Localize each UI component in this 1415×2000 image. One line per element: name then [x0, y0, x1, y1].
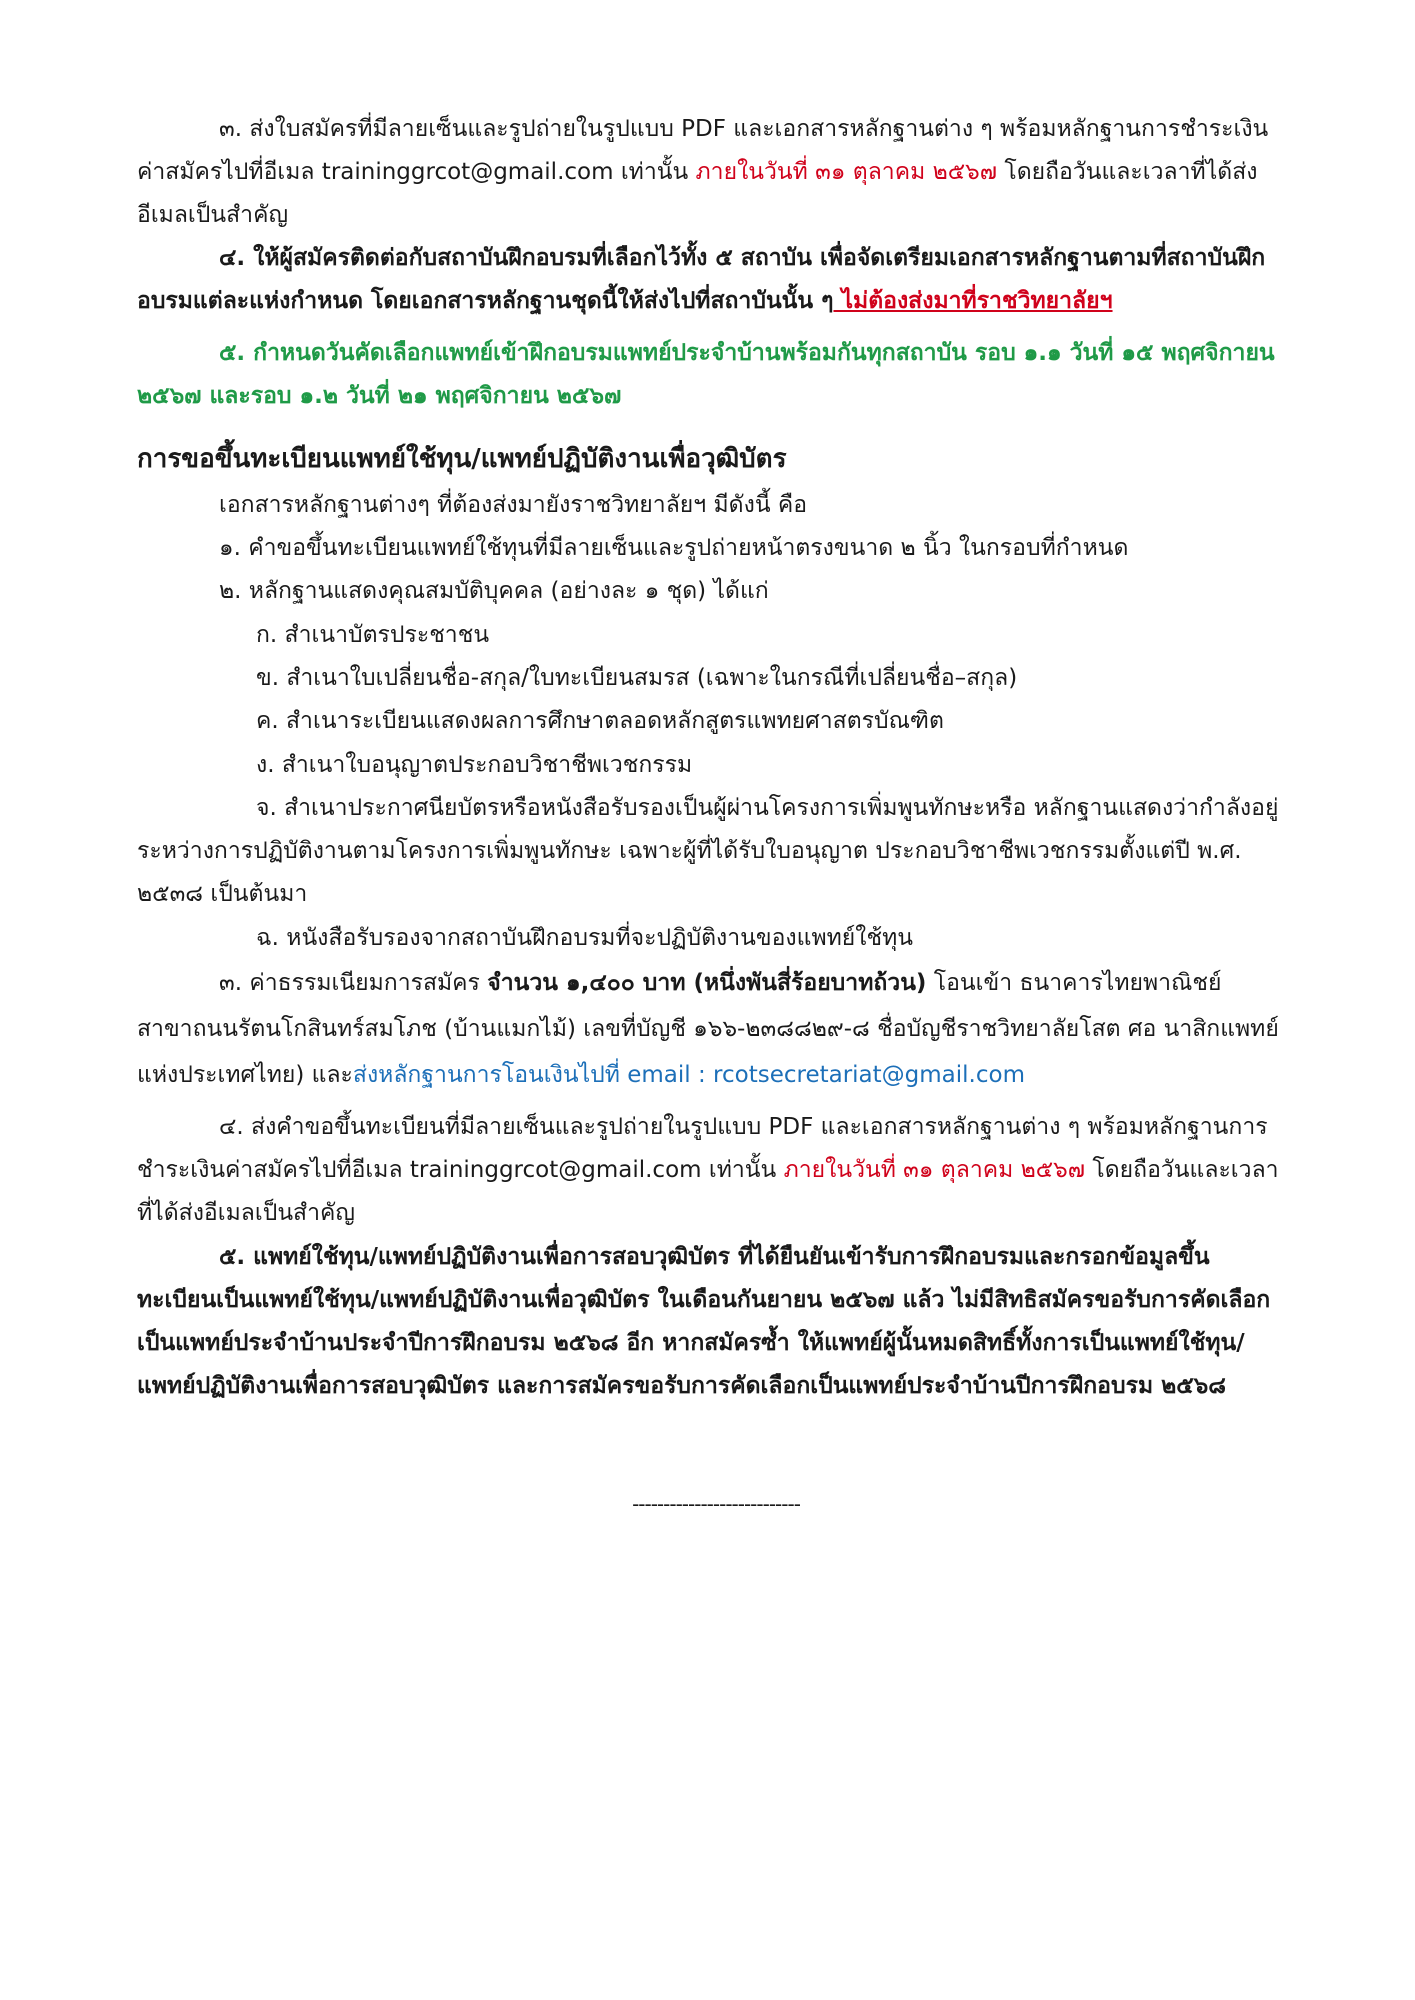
item5-text: ๕. กำหนดวันคัดเลือกแพทย์เข้าฝึกอบรมแพทย์ประจำบ้านพร้อมกันทุกสถาบัน รอบ ๑.๑ วันที่ ๑๕ พฤศจิกายน ๒๕๖๗ และรอบ ๑.๒ วันที่ ๒๑ พฤศจิกายน ๒๕๖๗: [137, 340, 1275, 409]
sub-item-e: จ. สำเนาประกาศนียบัตรหรือหนังสือรับรองเป็นผู้ผ่านโครงการเพิ่มพูนทักษะหรือ หลักฐานแสดงว่ากำลังอยู่ระหว่างการปฏิบัติงานตามโครงการเพิ่มพูนทักษะ เฉพาะผู้ที่ได้รับใบอนุญาต ประกอบวิชาชีพเวชกรรมตั้งแต่ปี พ.ศ. ๒๕๓๘ เป็นต้นมา: [137, 795, 1279, 907]
reg-item4-deadline: ภายในวันที่ ๓๑ ตุลาคม ๒๕๖๗: [783, 1157, 1086, 1183]
sub-item-d: ง. สำเนาใบอนุญาตประกอบวิชาชีพเวชกรรม: [256, 752, 693, 778]
reg-item2: ๒. หลักฐานแสดงคุณสมบัติบุคคล (อย่างละ ๑ ชุด) ได้แก่: [219, 578, 769, 604]
item3-text: ๓. ส่งใบสมัครที่มีลายเซ็นและรูปถ่ายในรูปแบบ PDF และเอกสารหลักฐานต่าง ๆ พร้อมหลักฐานการชำระเงินค่าสมัครไปที่อีเมล traininggrcot@gmail.com เท่านั้น: [137, 116, 1269, 185]
section-heading: การขอขึ้นทะเบียนแพทย์ใช้ทุน/แพทย์ปฏิบัติงานเพื่อวุฒิบัตร: [137, 444, 787, 474]
reg-item4: [137, 1106, 1282, 1235]
sub-item-c: ค. สำเนาระเบียนแสดงผลการศึกษาตลอดหลักสูตรแพทยศาสตรบัณฑิต: [256, 708, 944, 734]
item3-tail: โดยถือวันและเวลาที่ได้ส่งอีเมลเป็นสำคัญ: [137, 159, 1258, 228]
sub-item-a: ก. สำเนาบัตรประชาชน: [256, 622, 490, 648]
end-separator: ---------------------------: [632, 1492, 800, 1516]
section1-item4: [137, 237, 1282, 323]
reg-item3: [137, 960, 1282, 1098]
reg-item4-text: ๔. ส่งคำขอขึ้นทะเบียนที่มีลายเซ็นและรูปถ่ายในรูปแบบ PDF และเอกสารหลักฐานต่าง ๆ พร้อมหลักฐานการชำระเงินค่าสมัครไปที่อีเมล traininggrcot@gmail.com เท่านั้น: [137, 1114, 1268, 1183]
section1-item5: [137, 332, 1282, 418]
reg-item5: ๕. แพทย์ใช้ทุน/แพทย์ปฏิบัติงานเพื่อการสอบวุฒิบัตร ที่ได้ยืนยันเข้ารับการฝึกอบรมและกรอกข้อมูลขึ้นทะเบียนเป็นแพทย์ใช้ทุน/แพทย์ปฏิบัติงานเพื่อวุฒิบัตร ในเดือนกันยายน ๒๕๖๗ แล้ว ไม่มีสิทธิสมัครขอรับการคัดเลือกเป็นแพทย์ประจำบ้านประจำปีการฝึกอบรม ๒๕๖๘ อีก หากสมัครซ้ำ ให้แพทย์ผู้นั้นหมดสิทธิ์ทั้งการเป็นแพทย์ใช้ทุน/แพทย์ปฏิบัติงานเพื่อการสอบวุฒิบัตร และการสมัครขอรับการคัดเลือกเป็นแพทย์ประจำบ้านปีการฝึกอบรม ๒๕๖๘: [137, 1244, 1271, 1399]
fee-amount: จำนวน ๑,๔๐๐ บาท (หนึ่งพันสี่ร้อยบาทถ้วน): [487, 970, 927, 996]
item3-body: โอนเข้า ธนาคารไทยพาณิชย์ สาขาถนนรัตนโกสินทร์สมโภช (บ้านแมกไม้) เลขที่บัญชี ๑๖๖-๒๓๘๘๒๙-๘ ชื่อบัญชีราชวิทยาลัยโสต ศอ นาสิกแพทย์แห่งประเทศไทย) และ: [137, 970, 1279, 1088]
section1-item3: [137, 108, 1282, 237]
item3-deadline: ภายในวันที่ ๓๑ ตุลาคม ๒๕๖๗: [695, 159, 998, 185]
item4-note: ไม่ต้องส่งมาที่ราชวิทยาลัยฯ: [833, 288, 1113, 314]
intro-text: เอกสารหลักฐานต่างๆ ที่ต้องส่งมายังราชวิทยาลัยฯ มีดังนี้ คือ: [219, 492, 808, 518]
item4-text: ๔. ให้ผู้สมัครติดต่อกับสถาบันฝึกอบรมที่เลือกไว้ทั้ง ๕ สถาบัน เพื่อจัดเตรียมเอกสารหลักฐานตามที่สถาบันฝึกอบรมแต่ละแห่งกำหนด โดยเอกสารหลักฐานชุดนี้ให้ส่งไปที่สถาบันนั้น ๆ: [137, 245, 1266, 314]
sub-item-b: ข. สำเนาใบเปลี่ยนชื่อ-สกุล/ใบทะเบียนสมรส (เฉพาะในกรณีที่เปลี่ยนชื่อ–สกุล): [256, 665, 1018, 691]
transfer-email-note[interactable]: ส่งหลักฐานการโอนเงินไปที่ email : rcotsecretariat@gmail.com: [352, 1062, 1025, 1088]
sub-item-f: ฉ. หนังสือรับรองจากสถาบันฝึกอบรมที่จะปฏิบัติงานของแพทย์ใช้ทุน: [256, 925, 914, 951]
reg-item1: ๑. คำขอขึ้นทะเบียนแพทย์ใช้ทุนที่มีลายเซ็นและรูปถ่ายหน้าตรงขนาด ๒ นิ้ว ในกรอบที่กำหนด: [219, 535, 1129, 561]
reg-item4-tail: โดยถือวันและเวลาที่ได้ส่งอีเมลเป็นสำคัญ: [137, 1157, 1279, 1226]
item3-lead: ๓. ค่าธรรมเนียมการสมัคร: [219, 970, 488, 996]
